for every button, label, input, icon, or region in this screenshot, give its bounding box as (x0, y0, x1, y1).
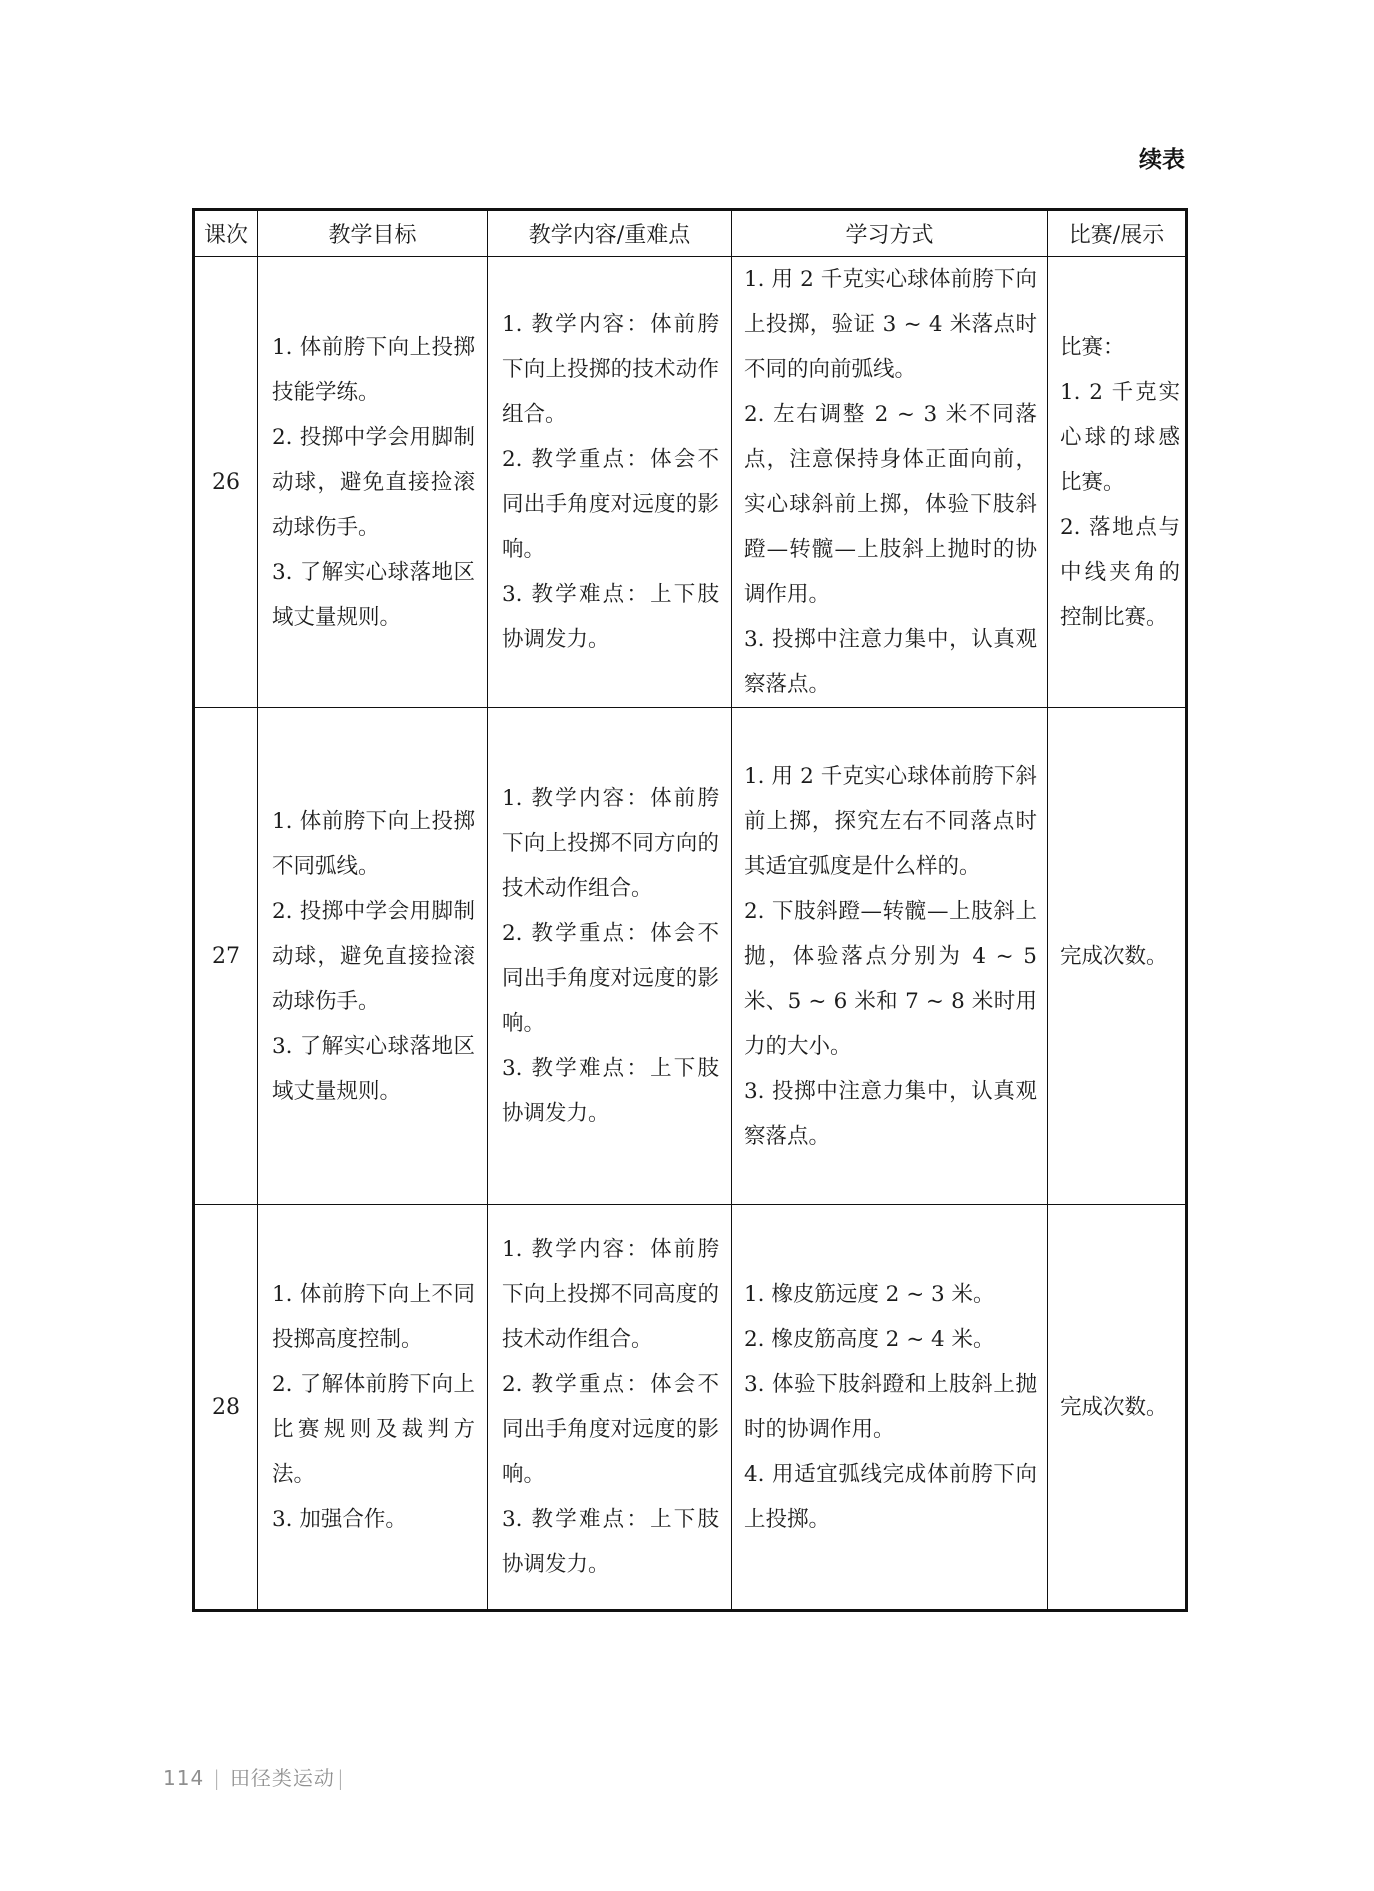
objective-item: 1. 体前胯下向上投掷技能学练。 (272, 334, 475, 405)
cell-methods (732, 257, 1048, 708)
header-methods: 学习方式 (732, 210, 1048, 257)
header-lesson: 课次 (194, 210, 258, 257)
table-row-lesson-28 (194, 1205, 1187, 1611)
objective-item: 3. 了解实心球落地区域丈量规则。 (272, 1033, 475, 1104)
method-item: 1. 用 2 千克实心球体前胯下向上投掷，验证 3 ~ 4 米落点时不同的向前弧线。 (744, 267, 1037, 382)
content-item: 1. 教学内容：体前胯下向上投掷不同方向的技术动作组合。 (502, 786, 719, 901)
competition-item: 2. 落地点与中线夹角的控制比赛。 (1060, 514, 1180, 630)
objective-item: 2. 投掷中学会用脚制动球，避免直接捡滚动球伤手。 (272, 898, 475, 1014)
cell-lesson-number: 26 (194, 257, 258, 708)
cell-content (488, 708, 732, 1205)
cell-competition (1048, 257, 1187, 708)
content-item: 1. 教学内容：体前胯下向上投掷的技术动作组合。 (502, 312, 719, 427)
competition-item: 完成次数。 (1060, 1394, 1168, 1420)
method-item: 3. 投掷中注意力集中，认真观察落点。 (744, 627, 1037, 697)
cell-content (488, 257, 732, 708)
header-content: 教学内容/重难点 (488, 210, 732, 257)
footer-section-title: 田径类运动 (229, 1766, 335, 1790)
page-footer (163, 1762, 345, 1791)
method-item: 4. 用适宜弧线完成体前胯下向上投掷。 (744, 1462, 1037, 1532)
cell-objectives (258, 708, 488, 1205)
content-item: 2. 教学重点：体会不同出手角度对远度的影响。 (502, 447, 719, 562)
method-item: 2. 橡皮筋高度 2 ~ 4 米。 (744, 1327, 995, 1352)
method-item: 2. 左右调整 2 ~ 3 米不同落点，注意保持身体正面向前，实心球斜前上掷，体验下肢斜蹬—转髋—上肢斜上抛时的协调作用。 (744, 402, 1037, 607)
objective-item: 2. 投掷中学会用脚制动球，避免直接捡滚动球伤手。 (272, 424, 475, 540)
table-row-lesson-27 (194, 708, 1187, 1205)
content-item: 3. 教学难点：上下肢协调发力。 (502, 1056, 719, 1126)
competition-item: 1. 2 千克实心球的球感比赛。 (1060, 379, 1180, 495)
cell-objectives (258, 257, 488, 708)
content-item: 1. 教学内容：体前胯下向上投掷不同高度的技术动作组合。 (502, 1237, 719, 1352)
cell-methods (732, 1205, 1048, 1611)
competition-item: 完成次数。 (1060, 943, 1168, 969)
method-item: 3. 体验下肢斜蹬和上肢斜上抛时的协调作用。 (744, 1372, 1037, 1442)
page-number: 114 (163, 1766, 205, 1790)
objective-item: 1. 体前胯下向上不同投掷高度控制。 (272, 1282, 475, 1352)
cell-lesson-number: 27 (194, 708, 258, 1205)
cell-content (488, 1205, 732, 1611)
objective-item: 1. 体前胯下向上投掷不同弧线。 (272, 808, 475, 879)
content-item: 2. 教学重点：体会不同出手角度对远度的影响。 (502, 1372, 719, 1487)
content-item: 3. 教学难点：上下肢协调发力。 (502, 582, 719, 652)
competition-item: 比赛： (1060, 334, 1125, 360)
method-item: 3. 投掷中注意力集中，认真观察落点。 (744, 1078, 1037, 1149)
cell-competition (1048, 708, 1187, 1205)
content-item: 3. 教学难点：上下肢协调发力。 (502, 1507, 719, 1577)
table-header-row (194, 210, 1187, 257)
content-item: 2. 教学重点：体会不同出手角度对远度的影响。 (502, 921, 719, 1036)
table-row-lesson-26 (194, 257, 1187, 708)
footer-separator-bar: | (213, 1766, 221, 1790)
objective-item: 3. 了解实心球落地区域丈量规则。 (272, 559, 475, 630)
cell-lesson-number: 28 (194, 1205, 258, 1611)
method-item: 1. 用 2 千克实心球体前胯下斜前上掷，探究左右不同落点时其适宜弧度是什么样的。 (744, 763, 1037, 879)
header-objectives: 教学目标 (258, 210, 488, 257)
continued-table-label: 续表 (1139, 147, 1185, 173)
method-item: 2. 下肢斜蹬—转髋—上肢斜上抛，体验落点分别为 4 ~ 5 米、5 ~ 6 米和 7 ~ 8 米时用力的大小。 (744, 898, 1037, 1059)
method-item: 1. 橡皮筋远度 2 ~ 3 米。 (744, 1282, 995, 1307)
header-competition: 比赛/展示 (1048, 210, 1187, 257)
lesson-plan-table (192, 208, 1188, 1612)
cell-methods (732, 708, 1048, 1205)
footer-separator-bar: | (336, 1766, 345, 1790)
objective-item: 2. 了解体前胯下向上比赛规则及裁判方法。 (272, 1372, 475, 1487)
cell-competition (1048, 1205, 1187, 1611)
cell-objectives (258, 1205, 488, 1611)
objective-item: 3. 加强合作。 (272, 1507, 407, 1532)
